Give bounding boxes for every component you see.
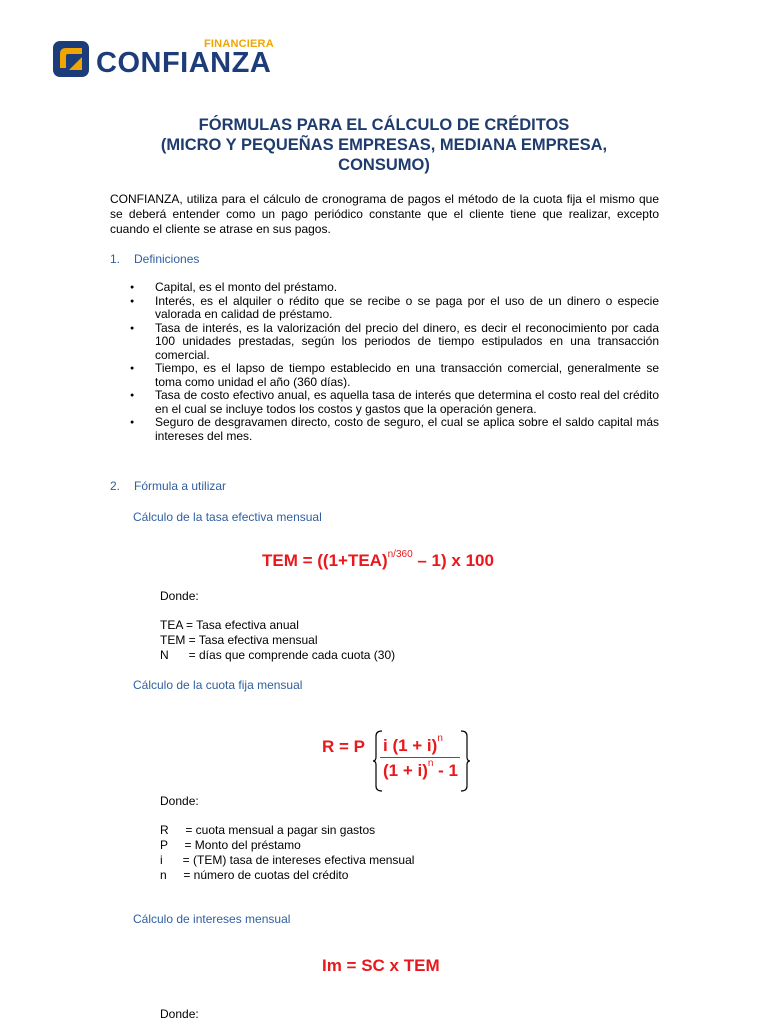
definition-item: ● Tiempo, es el lapso de tiempo establecido en una transacción comercial, generalmente se toma como unidad el año (360 días). bbox=[130, 362, 659, 389]
section-heading-formula bbox=[110, 479, 226, 493]
subheading-cuota: Cálculo de la cuota fija mensual bbox=[133, 678, 303, 692]
definitions-list bbox=[130, 281, 659, 443]
title-line-2: (MICRO Y PEQUEÑAS EMPRESAS, MEDIANA EMPRESA, bbox=[160, 136, 608, 154]
section-number: 2. bbox=[110, 479, 121, 493]
tem-variable-list bbox=[160, 618, 395, 663]
title-line-3: CONSUMO) bbox=[338, 156, 430, 174]
formula-tem bbox=[262, 551, 494, 571]
variable-def: TEA = Tasa efectiva anual bbox=[160, 618, 299, 632]
cuota-variable-list bbox=[160, 823, 414, 883]
donde-label: Donde: bbox=[160, 589, 199, 603]
numerator-base: i (1 + i) bbox=[383, 736, 438, 755]
title-line-1: FÓRMULAS PARA EL CÁLCULO DE CRÉDITOS bbox=[198, 116, 570, 134]
formula-cuota-denominator bbox=[383, 758, 458, 781]
formula-intereses: Im = SC x TEM bbox=[322, 956, 440, 975]
logo-mark-icon bbox=[52, 40, 90, 78]
fraction-line bbox=[380, 757, 460, 758]
formula-tem-tail: – 1) x 100 bbox=[412, 551, 494, 570]
section-label: Fórmula a utilizar bbox=[134, 479, 227, 493]
denominator-exponent: n bbox=[427, 758, 434, 769]
logo-confianza-text: CONFIANZA bbox=[96, 47, 272, 79]
section-number: 1. bbox=[110, 252, 121, 266]
document-title bbox=[100, 115, 668, 175]
formula-cuota-numerator bbox=[383, 733, 443, 756]
donde-label: Donde: bbox=[160, 1007, 199, 1021]
section-label: Definiciones bbox=[134, 252, 200, 266]
confianza-logo bbox=[52, 38, 297, 80]
variable-def: P = Monto del préstamo bbox=[160, 838, 301, 852]
denominator-tail: - 1 bbox=[433, 761, 458, 780]
variable-def: R = cuota mensual a pagar sin gastos bbox=[160, 823, 376, 837]
formula-cuota-lhs: R = P bbox=[322, 737, 365, 756]
numerator-exponent: n bbox=[437, 733, 443, 744]
variable-def: N = días que comprende cada cuota (30) bbox=[160, 648, 396, 662]
subheading-tem: Cálculo de la tasa efectiva mensual bbox=[133, 510, 322, 524]
donde-label: Donde: bbox=[160, 794, 199, 808]
definition-item: ● Interés, es el alquiler o rédito que se recibe o se paga por el uso de un dinero o especie valorada en calidad de préstamo. bbox=[130, 295, 659, 322]
intro-paragraph: CONFIANZA, utiliza para el cálculo de cronograma de pagos el método de la cuota fija el mismo que se deberá entender como un pago periódico constante que el cliente tiene que realizar, excepto cuando el cliente se atrase en sus pagos. bbox=[110, 192, 659, 236]
logo-financiera-text: FINANCIERA bbox=[204, 38, 274, 50]
definition-item: ● Tasa de costo efectivo anual, es aquella tasa de interés que determina el costo real del crédito en el cual se incluye todos los costos y gastos que la operación genera. bbox=[130, 389, 659, 416]
definition-item: ● Seguro de desgravamen directo, costo de seguro, el cual se aplica sobre el saldo capital más intereses del mes. bbox=[130, 416, 659, 443]
denominator-base: (1 + i) bbox=[383, 761, 428, 780]
variable-def: n = número de cuotas del crédito bbox=[160, 868, 349, 882]
formula-tem-base: TEM = ((1+TEA) bbox=[262, 551, 388, 570]
variable-def: i = (TEM) tasa de intereses efectiva mensual bbox=[160, 853, 415, 867]
subheading-intereses: Cálculo de intereses mensual bbox=[133, 912, 291, 926]
variable-def: TEM = Tasa efectiva mensual bbox=[160, 633, 318, 647]
formula-tem-exponent: n/360 bbox=[387, 549, 413, 560]
section-heading-definiciones bbox=[110, 252, 199, 266]
definition-item: ● Tasa de interés, es la valorización del precio del dinero, es decir el reconocimiento por cada 100 unidades prestadas, según los periodos de tiempo estipulados en una transacción comercial. bbox=[130, 322, 659, 363]
definition-item: ● Capital, es el monto del préstamo. bbox=[130, 281, 659, 295]
